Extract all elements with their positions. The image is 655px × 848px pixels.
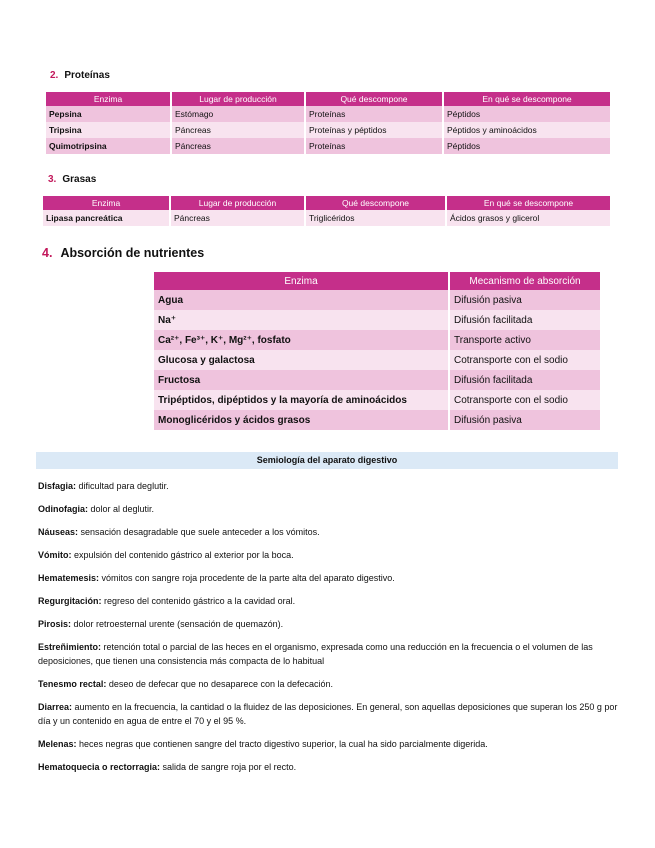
definition-item	[38, 479, 620, 493]
definition-text: aumento en la frecuencia, la cantidad o la fluidez de las deposiciones. En general, son aquellas deposiciones que superan los 250 g por día y un contenido en agua de entre el 70 y el 95 %.	[38, 702, 618, 726]
column-header: Enzima	[154, 272, 449, 290]
definitions-list	[38, 479, 620, 783]
table-cell: Agua	[154, 290, 449, 310]
definition-term: Estreñimiento:	[38, 642, 102, 652]
table-cell: Péptidos	[443, 138, 610, 154]
definition-term: Diarrea:	[38, 702, 73, 712]
table-cell: Cotransporte con el sodio	[449, 350, 600, 370]
section-heading-proteinas	[50, 70, 110, 81]
definition-item	[38, 700, 620, 728]
table-cell: Proteínas y péptidos	[305, 122, 443, 138]
definition-text: retención total o parcial de las heces en el organismo, expresada como una reducción en la frecuencia o el volumen de las deposiciones, que tienen una consistencia más compacta de lo habitual	[38, 642, 593, 666]
table-row	[43, 210, 610, 226]
definition-text: dificultad para deglutir.	[76, 481, 169, 491]
definition-item	[38, 640, 620, 668]
semiologia-banner: Semiología del aparato digestivo	[36, 452, 618, 469]
definition-text: heces negras que contienen sangre del tracto digestivo superior, la cual ha sido parcialmente digerida.	[76, 739, 488, 749]
table-header-row	[43, 196, 610, 210]
table-cell: Péptidos y aminoácidos	[443, 122, 610, 138]
table-row	[154, 330, 600, 350]
table-cell: Fructosa	[154, 370, 449, 390]
section-title: Proteínas	[64, 70, 110, 81]
definition-term: Disfagia:	[38, 481, 77, 491]
table-cell: Ácidos grasos y glicerol	[446, 210, 610, 226]
definition-term: Hematoquecia o rectorragia:	[38, 762, 161, 772]
definition-text: expulsión del contenido gástrico al exterior por la boca.	[71, 550, 294, 560]
table-cell: Tripéptidos, dipéptidos y la mayoría de aminoácidos	[154, 390, 449, 410]
definition-item	[38, 502, 620, 516]
table-cell: Péptidos	[443, 106, 610, 122]
table-row	[46, 122, 610, 138]
definition-text: vómitos con sangre roja procedente de la parte alta del aparato digestivo.	[99, 573, 395, 583]
table-row	[154, 310, 600, 330]
section-heading-grasas	[48, 174, 96, 185]
column-header: Lugar de producción	[171, 92, 305, 106]
table-cell: Difusión facilitada	[449, 310, 600, 330]
table-cell: Tripsina	[46, 122, 171, 138]
table-cell: Cotransporte con el sodio	[449, 390, 600, 410]
table-row	[154, 410, 600, 430]
definition-term: Hematemesis:	[38, 573, 100, 583]
column-header: Lugar de producción	[170, 196, 305, 210]
definition-text: sensación desagradable que suele anteceder a los vómitos.	[78, 527, 320, 537]
definition-term: Tenesmo rectal:	[38, 679, 107, 689]
table-row	[46, 138, 610, 154]
column-header: Enzima	[43, 196, 170, 210]
definition-term: Náuseas:	[38, 527, 79, 537]
definition-item	[38, 677, 620, 691]
grasas-table	[43, 196, 610, 226]
table-header-row	[46, 92, 610, 106]
definition-item	[38, 525, 620, 539]
table-cell: Páncreas	[171, 122, 305, 138]
table-cell: Triglicéridos	[305, 210, 446, 226]
section-heading-absorcion	[42, 246, 204, 260]
table-cell: Proteínas	[305, 106, 443, 122]
table-cell: Difusión facilitada	[449, 370, 600, 390]
definition-term: Vómito:	[38, 550, 72, 560]
definition-text: dolor retroesternal urente (sensación de quemazón).	[71, 619, 284, 629]
table-row	[154, 350, 600, 370]
table-row	[154, 370, 600, 390]
proteinas-table	[46, 92, 610, 154]
table-cell: Glucosa y galactosa	[154, 350, 449, 370]
column-header: En qué se descompone	[446, 196, 610, 210]
definition-term: Regurgitación:	[38, 596, 102, 606]
table-cell: Difusión pasiva	[449, 410, 600, 430]
table-cell: Proteínas	[305, 138, 443, 154]
definition-item	[38, 594, 620, 608]
column-header: Qué descompone	[305, 196, 446, 210]
definition-term: Odinofagia:	[38, 504, 88, 514]
definition-item	[38, 760, 620, 774]
table-cell: Quimotripsina	[46, 138, 171, 154]
table-cell: Pepsina	[46, 106, 171, 122]
table-row	[46, 106, 610, 122]
section-number: 2.	[50, 70, 59, 81]
table-cell: Difusión pasiva	[449, 290, 600, 310]
definition-text: deseo de defecar que no desaparece con la defecación.	[106, 679, 334, 689]
section-title: Absorción de nutrientes	[60, 246, 205, 260]
definition-text: salida de sangre roja por el recto.	[160, 762, 297, 772]
definition-item	[38, 548, 620, 562]
section-title: Grasas	[62, 174, 97, 185]
table-cell: Monoglicéridos y ácidos grasos	[154, 410, 449, 430]
definition-term: Melenas:	[38, 739, 77, 749]
column-header: Mecanismo de absorción	[449, 272, 600, 290]
column-header: Enzima	[46, 92, 171, 106]
table-row	[154, 290, 600, 310]
table-cell: Páncreas	[170, 210, 305, 226]
table-cell: Na⁺	[154, 310, 449, 330]
definition-term: Pirosis:	[38, 619, 72, 629]
column-header: Qué descompone	[305, 92, 443, 106]
definition-item	[38, 571, 620, 585]
definition-item	[38, 737, 620, 751]
section-number: 4.	[42, 246, 53, 260]
table-cell: Estómago	[171, 106, 305, 122]
definition-text: regreso del contenido gástrico a la cavidad oral.	[101, 596, 296, 606]
table-cell: Transporte activo	[449, 330, 600, 350]
column-header: En qué se descompone	[443, 92, 610, 106]
table-cell: Ca²⁺, Fe³⁺, K⁺, Mg²⁺, fosfato	[154, 330, 449, 350]
table-cell: Páncreas	[171, 138, 305, 154]
definition-text: dolor al deglutir.	[88, 504, 155, 514]
section-number: 3.	[48, 174, 57, 185]
table-row	[154, 390, 600, 410]
table-cell: Lipasa pancreática	[43, 210, 170, 226]
absorcion-table	[154, 272, 600, 430]
table-header-row	[154, 272, 600, 290]
definition-item	[38, 617, 620, 631]
